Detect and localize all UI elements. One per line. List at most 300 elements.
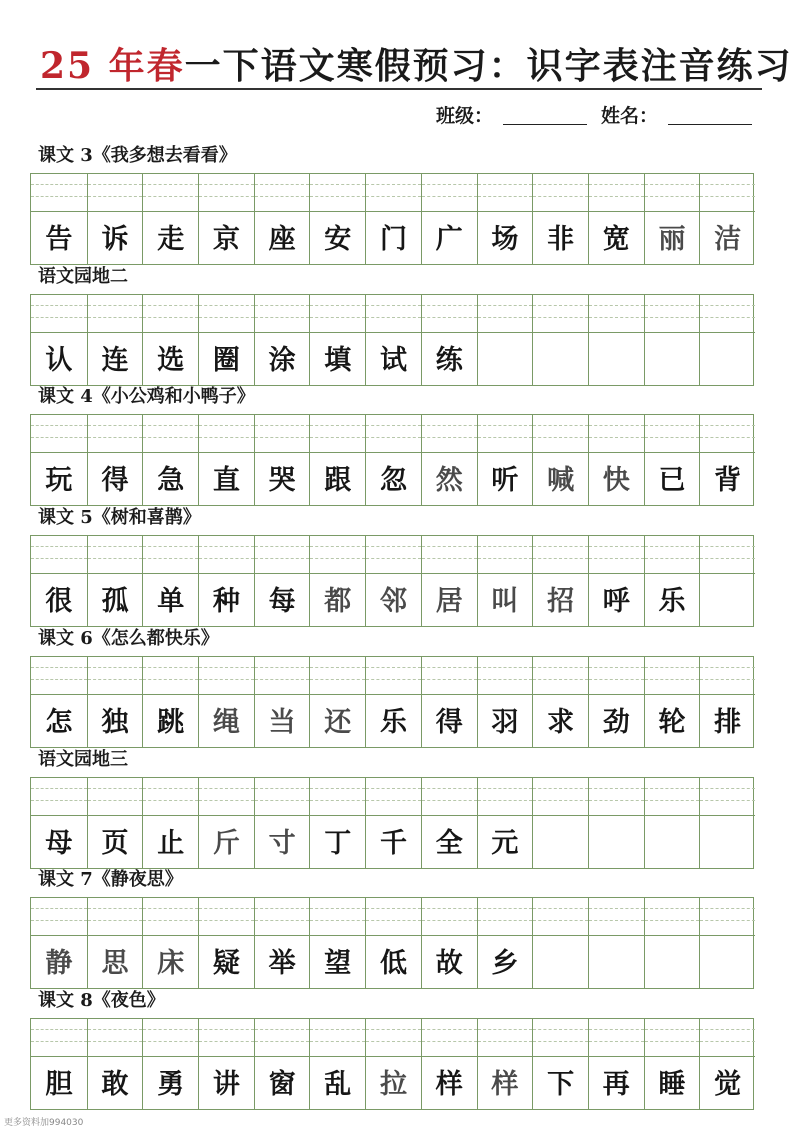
class-blank[interactable] [503, 123, 587, 125]
grid-cell [644, 174, 700, 264]
pinyin-box[interactable] [366, 415, 421, 453]
hanzi-char [533, 820, 588, 868]
hanzi-char: 排 [714, 707, 742, 738]
pinyin-box[interactable] [645, 295, 700, 333]
pinyin-box[interactable] [422, 778, 477, 816]
grid-cell [142, 898, 198, 988]
hanzi-char: 敢 [101, 1069, 129, 1100]
grid-cell [142, 174, 198, 264]
pinyin-box[interactable] [88, 536, 143, 574]
pinyin-box[interactable] [143, 536, 198, 574]
grid-cell [421, 415, 477, 505]
pinyin-box[interactable] [645, 1019, 700, 1057]
pinyin-box[interactable] [422, 295, 477, 333]
hanzi-char: 床 [157, 948, 185, 979]
pinyin-box[interactable] [31, 174, 87, 212]
title-prefix: 25 年春 [40, 45, 185, 87]
hanzi-char: 忽 [379, 465, 407, 496]
hanzi-char: 背 [714, 465, 742, 496]
grid-cell [31, 1019, 87, 1109]
hanzi-char: 安 [324, 224, 352, 255]
pinyin-box[interactable] [700, 415, 755, 453]
grid-cell [87, 778, 143, 868]
grid-cell [477, 898, 533, 988]
hanzi-char: 样 [491, 1069, 519, 1100]
hanzi-char: 拉 [379, 1069, 407, 1100]
pinyin-box[interactable] [310, 295, 365, 333]
section-label: 语文园地二 [38, 266, 128, 287]
pinyin-box[interactable] [533, 1019, 588, 1057]
grid-cell [588, 415, 644, 505]
pinyin-box[interactable] [589, 536, 644, 574]
writing-grid [30, 414, 754, 506]
pinyin-box[interactable] [422, 657, 477, 695]
grid-cell [198, 657, 254, 747]
pinyin-box[interactable] [255, 174, 310, 212]
grid-cell [532, 657, 588, 747]
grid-cell [588, 1019, 644, 1109]
hanzi-char: 丁 [324, 828, 352, 859]
hanzi-char: 很 [45, 586, 73, 617]
hanzi-char: 每 [268, 586, 296, 617]
pinyin-box[interactable] [199, 415, 254, 453]
grid-cell [254, 1019, 310, 1109]
grid-cell [309, 1019, 365, 1109]
pinyin-box[interactable] [88, 898, 143, 936]
grid-cell [309, 295, 365, 385]
grid-cell [532, 415, 588, 505]
pinyin-box[interactable] [255, 898, 310, 936]
hanzi-char: 非 [547, 224, 575, 255]
hanzi-char: 门 [379, 224, 407, 255]
pinyin-box[interactable] [478, 778, 533, 816]
hanzi-char: 叫 [491, 586, 519, 617]
pinyin-box[interactable] [700, 174, 755, 212]
pinyin-box[interactable] [88, 657, 143, 695]
section-label: 课文 3《我多想去看看》 [38, 145, 237, 166]
pinyin-box[interactable] [143, 174, 198, 212]
grid-cell [532, 295, 588, 385]
pinyin-box[interactable] [255, 536, 310, 574]
pinyin-box[interactable] [366, 898, 421, 936]
pinyin-box[interactable] [310, 898, 365, 936]
grid-cell [31, 778, 87, 868]
pinyin-box[interactable] [589, 1019, 644, 1057]
hanzi-char: 举 [268, 948, 296, 979]
pinyin-box[interactable] [700, 1019, 755, 1057]
hanzi-char: 窗 [268, 1069, 296, 1100]
hanzi-char: 乱 [324, 1069, 352, 1100]
grid-cell [644, 536, 700, 626]
grid-cell [87, 898, 143, 988]
hanzi-char: 直 [212, 465, 240, 496]
hanzi-char: 广 [435, 224, 463, 255]
hanzi-char: 劲 [602, 707, 630, 738]
pinyin-box[interactable] [255, 295, 310, 333]
hanzi-char: 宽 [602, 224, 630, 255]
grid-cell [365, 898, 421, 988]
pinyin-box[interactable] [366, 295, 421, 333]
hanzi-char: 涂 [268, 345, 296, 376]
grid-cell [421, 898, 477, 988]
grid-cell [254, 415, 310, 505]
pinyin-box[interactable] [700, 536, 755, 574]
pinyin-box[interactable] [366, 536, 421, 574]
hanzi-char: 喊 [547, 465, 575, 496]
grid-cell [477, 174, 533, 264]
pinyin-box[interactable] [88, 415, 143, 453]
hanzi-char: 丽 [658, 224, 686, 255]
pinyin-box[interactable] [143, 778, 198, 816]
name-blank[interactable] [668, 123, 752, 125]
pinyin-box[interactable] [31, 415, 87, 453]
pinyin-box[interactable] [478, 1019, 533, 1057]
grid-cell [87, 657, 143, 747]
pinyin-box[interactable] [88, 1019, 143, 1057]
pinyin-box[interactable] [533, 295, 588, 333]
pinyin-box[interactable] [143, 415, 198, 453]
pinyin-box[interactable] [533, 657, 588, 695]
hanzi-char [700, 940, 755, 988]
hanzi-char: 望 [324, 948, 352, 979]
page-title [40, 38, 793, 89]
grid-cell [477, 415, 533, 505]
hanzi-char: 试 [379, 345, 407, 376]
hanzi-char: 场 [491, 224, 519, 255]
pinyin-box[interactable] [199, 778, 254, 816]
pinyin-box[interactable] [310, 415, 365, 453]
grid-cell [532, 778, 588, 868]
pinyin-box[interactable] [199, 898, 254, 936]
grid-cell [644, 295, 700, 385]
grid-cell [588, 174, 644, 264]
pinyin-box[interactable] [589, 898, 644, 936]
pinyin-box[interactable] [533, 778, 588, 816]
hanzi-char: 思 [101, 948, 129, 979]
grid-cell [644, 657, 700, 747]
title-divider [36, 88, 762, 90]
hanzi-char: 认 [45, 345, 73, 376]
pinyin-box[interactable] [478, 174, 533, 212]
grid-cell [87, 1019, 143, 1109]
pinyin-box[interactable] [645, 174, 700, 212]
grid-cell [365, 1019, 421, 1109]
hanzi-char [700, 337, 755, 385]
pinyin-box[interactable] [366, 657, 421, 695]
grid-cell [699, 778, 755, 868]
pinyin-box[interactable] [422, 536, 477, 574]
grid-cell [699, 536, 755, 626]
hanzi-char: 京 [212, 224, 240, 255]
hanzi-char: 急 [157, 465, 185, 496]
grid-cell [198, 415, 254, 505]
grid-cell [421, 536, 477, 626]
pinyin-box[interactable] [255, 1019, 310, 1057]
grid-cell [198, 295, 254, 385]
hanzi-char: 跟 [324, 465, 352, 496]
hanzi-char: 千 [379, 828, 407, 859]
grid-cell [31, 898, 87, 988]
grid-cell [477, 778, 533, 868]
grid-cell [699, 657, 755, 747]
hanzi-char: 选 [157, 345, 185, 376]
pinyin-box[interactable] [645, 415, 700, 453]
grid-cell [254, 778, 310, 868]
hanzi-char: 止 [157, 828, 185, 859]
pinyin-box[interactable] [645, 898, 700, 936]
hanzi-char: 走 [157, 224, 185, 255]
grid-cell [198, 1019, 254, 1109]
section-label: 课文 5《树和喜鹊》 [38, 507, 201, 528]
grid-cell [699, 415, 755, 505]
hanzi-char: 种 [212, 586, 240, 617]
grid-cell [142, 778, 198, 868]
hanzi-char: 勇 [157, 1069, 185, 1100]
pinyin-box[interactable] [255, 657, 310, 695]
hanzi-char: 故 [435, 948, 463, 979]
pinyin-box[interactable] [199, 657, 254, 695]
pinyin-box[interactable] [478, 898, 533, 936]
hanzi-char: 孤 [101, 586, 129, 617]
pinyin-box[interactable] [31, 1019, 87, 1057]
hanzi-char: 乡 [491, 948, 519, 979]
hanzi-char: 样 [435, 1069, 463, 1100]
writing-grid [30, 535, 754, 627]
hanzi-char: 元 [491, 828, 519, 859]
pinyin-box[interactable] [533, 174, 588, 212]
grid-cell [309, 536, 365, 626]
hanzi-char: 圈 [212, 345, 240, 376]
hanzi-char: 玩 [45, 465, 73, 496]
grid-cell [142, 536, 198, 626]
hanzi-char: 羽 [491, 707, 519, 738]
hanzi-char [589, 820, 644, 868]
hanzi-char [589, 337, 644, 385]
footer-note: 更多资料加994030 [4, 1118, 84, 1128]
hanzi-char: 求 [547, 707, 575, 738]
hanzi-char: 讲 [212, 1069, 240, 1100]
grid-cell [365, 415, 421, 505]
grid-cell [365, 657, 421, 747]
hanzi-char: 得 [435, 707, 463, 738]
hanzi-char: 乐 [658, 586, 686, 617]
pinyin-box[interactable] [143, 295, 198, 333]
pinyin-box[interactable] [199, 536, 254, 574]
pinyin-box[interactable] [310, 1019, 365, 1057]
pinyin-box[interactable] [533, 536, 588, 574]
grid-cell [699, 174, 755, 264]
pinyin-box[interactable] [31, 778, 87, 816]
section-label: 课文 6《怎么都快乐》 [38, 628, 219, 649]
grid-cell [31, 657, 87, 747]
pinyin-box[interactable] [478, 295, 533, 333]
grid-cell [421, 295, 477, 385]
hanzi-char [533, 940, 588, 988]
grid-cell [87, 415, 143, 505]
pinyin-box[interactable] [589, 295, 644, 333]
pinyin-box[interactable] [255, 415, 310, 453]
pinyin-box[interactable] [310, 657, 365, 695]
pinyin-box[interactable] [31, 536, 87, 574]
hanzi-char: 静 [45, 948, 73, 979]
name-label: 姓名： [600, 105, 658, 127]
hanzi-char: 得 [101, 465, 129, 496]
pinyin-box[interactable] [478, 657, 533, 695]
hanzi-char [645, 820, 700, 868]
hanzi-char [645, 337, 700, 385]
pinyin-box[interactable] [199, 295, 254, 333]
pinyin-box[interactable] [143, 898, 198, 936]
hanzi-char: 邻 [379, 586, 407, 617]
grid-cell [31, 536, 87, 626]
pinyin-box[interactable] [422, 415, 477, 453]
section-label: 语文园地三 [38, 749, 128, 770]
grid-cell [532, 174, 588, 264]
writing-grid [30, 294, 754, 386]
hanzi-char: 洁 [714, 224, 742, 255]
grid-cell [31, 295, 87, 385]
pinyin-box[interactable] [478, 536, 533, 574]
grid-cell [588, 536, 644, 626]
pinyin-box[interactable] [31, 295, 87, 333]
grid-cell [254, 898, 310, 988]
hanzi-char: 告 [45, 224, 73, 255]
grid-cell [309, 415, 365, 505]
pinyin-box[interactable] [645, 657, 700, 695]
hanzi-char: 快 [602, 465, 630, 496]
pinyin-box[interactable] [31, 657, 87, 695]
pinyin-box[interactable] [478, 415, 533, 453]
hanzi-char: 怎 [45, 707, 73, 738]
grid-cell [31, 174, 87, 264]
grid-cell [532, 898, 588, 988]
grid-cell [87, 295, 143, 385]
grid-cell [644, 415, 700, 505]
grid-cell [365, 778, 421, 868]
hanzi-char: 下 [547, 1069, 575, 1100]
pinyin-box[interactable] [589, 778, 644, 816]
grid-cell [644, 778, 700, 868]
pinyin-box[interactable] [645, 536, 700, 574]
grid-cell [309, 898, 365, 988]
writing-grid [30, 173, 754, 265]
hanzi-char: 诉 [101, 224, 129, 255]
writing-grid [30, 656, 754, 748]
pinyin-box[interactable] [422, 174, 477, 212]
hanzi-char: 睡 [658, 1069, 686, 1100]
grid-cell [309, 778, 365, 868]
hanzi-char: 哭 [268, 465, 296, 496]
grid-cell [644, 1019, 700, 1109]
hanzi-char: 当 [268, 707, 296, 738]
hanzi-char: 单 [157, 586, 185, 617]
writing-grid [30, 777, 754, 869]
title-main: 一下语文寒假预习：识字表注音练习 [184, 45, 793, 87]
pinyin-box[interactable] [143, 657, 198, 695]
pinyin-box[interactable] [700, 898, 755, 936]
pinyin-box[interactable] [422, 1019, 477, 1057]
hanzi-char: 居 [435, 586, 463, 617]
section-label: 课文 4《小公鸡和小鸭子》 [38, 386, 255, 407]
class-label: 班级： [435, 105, 493, 127]
grid-cell [198, 536, 254, 626]
grid-cell [588, 778, 644, 868]
pinyin-box[interactable] [700, 778, 755, 816]
hanzi-char: 全 [435, 828, 463, 859]
hanzi-char: 填 [324, 345, 352, 376]
writing-grid [30, 1018, 754, 1110]
hanzi-char: 已 [658, 465, 686, 496]
hanzi-char [589, 940, 644, 988]
pinyin-box[interactable] [310, 174, 365, 212]
grid-cell [198, 898, 254, 988]
section-label: 课文 7《静夜思》 [38, 869, 183, 890]
hanzi-char: 座 [268, 224, 296, 255]
pinyin-box[interactable] [199, 1019, 254, 1057]
pinyin-box[interactable] [589, 174, 644, 212]
pinyin-box[interactable] [645, 778, 700, 816]
hanzi-char: 乐 [379, 707, 407, 738]
hanzi-char: 招 [547, 586, 575, 617]
hanzi-char: 听 [491, 465, 519, 496]
pinyin-box[interactable] [589, 415, 644, 453]
hanzi-char: 寸 [268, 828, 296, 859]
grid-cell [31, 415, 87, 505]
grid-cell [142, 657, 198, 747]
grid-cell [699, 295, 755, 385]
pinyin-box[interactable] [533, 898, 588, 936]
pinyin-box[interactable] [143, 1019, 198, 1057]
pinyin-box[interactable] [366, 778, 421, 816]
pinyin-box[interactable] [31, 898, 87, 936]
hanzi-char: 连 [101, 345, 129, 376]
hanzi-char: 页 [101, 828, 129, 859]
pinyin-box[interactable] [589, 657, 644, 695]
pinyin-box[interactable] [366, 1019, 421, 1057]
pinyin-box[interactable] [700, 657, 755, 695]
pinyin-box[interactable] [199, 174, 254, 212]
pinyin-box[interactable] [88, 778, 143, 816]
grid-cell [142, 295, 198, 385]
hanzi-char: 跳 [157, 707, 185, 738]
hanzi-char: 呼 [602, 586, 630, 617]
pinyin-box[interactable] [310, 536, 365, 574]
grid-cell [254, 657, 310, 747]
pinyin-box[interactable] [700, 295, 755, 333]
pinyin-box[interactable] [255, 778, 310, 816]
pinyin-box[interactable] [310, 778, 365, 816]
hanzi-char [700, 578, 755, 626]
grid-cell [699, 898, 755, 988]
pinyin-box[interactable] [533, 415, 588, 453]
grid-cell [365, 295, 421, 385]
hanzi-char: 斤 [212, 828, 240, 859]
hanzi-char: 觉 [714, 1069, 742, 1100]
pinyin-box[interactable] [88, 174, 143, 212]
grid-cell [309, 174, 365, 264]
pinyin-box[interactable] [366, 174, 421, 212]
grid-cell [198, 778, 254, 868]
hanzi-char: 胆 [45, 1069, 73, 1100]
grid-cell [254, 295, 310, 385]
pinyin-box[interactable] [88, 295, 143, 333]
writing-grid [30, 897, 754, 989]
pinyin-box[interactable] [422, 898, 477, 936]
grid-cell [421, 778, 477, 868]
grid-cell [87, 536, 143, 626]
hanzi-char: 疑 [212, 948, 240, 979]
grid-cell [309, 657, 365, 747]
